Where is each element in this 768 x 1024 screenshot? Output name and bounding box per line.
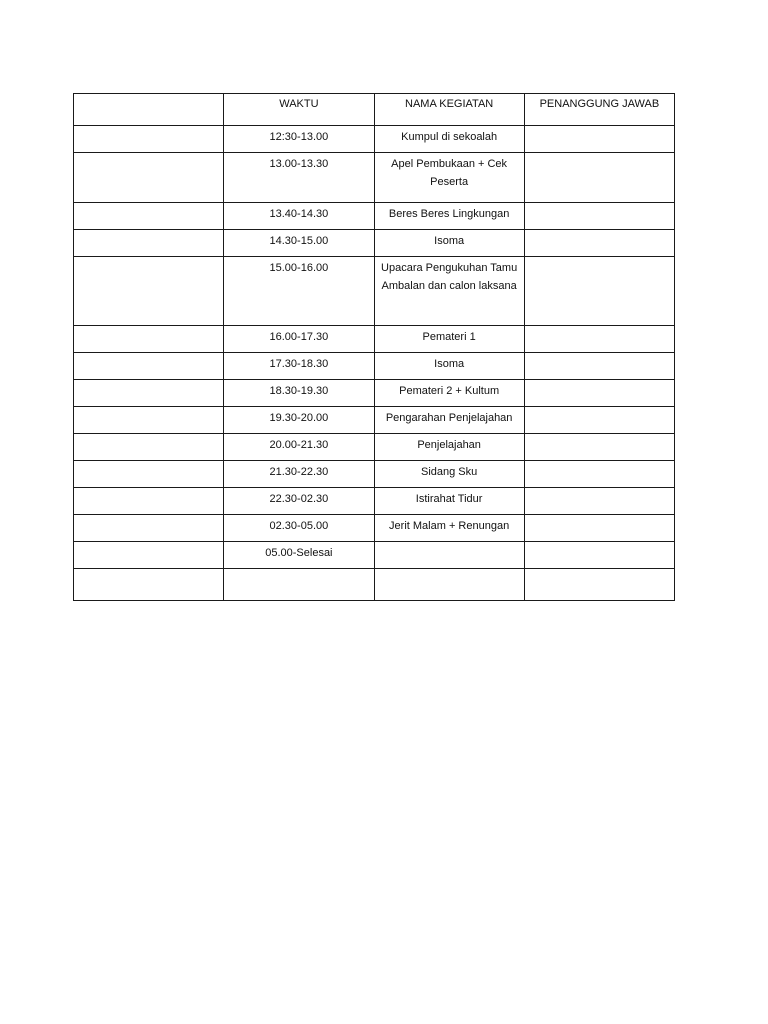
row-no-cell bbox=[74, 461, 224, 488]
kegiatan-cell: Jerit Malam + Renungan bbox=[374, 515, 524, 542]
waktu-cell: 19.30-20.00 bbox=[224, 407, 374, 434]
waktu-cell: 18.30-19.30 bbox=[224, 380, 374, 407]
row-no-cell bbox=[74, 380, 224, 407]
penanggung-jawab-cell bbox=[524, 153, 674, 203]
header-row bbox=[74, 94, 675, 126]
penanggung-jawab-cell bbox=[524, 434, 674, 461]
row-no-cell bbox=[74, 230, 224, 257]
waktu-cell: 02.30-05.00 bbox=[224, 515, 374, 542]
row-no-cell bbox=[74, 126, 224, 153]
penanggung-jawab-cell bbox=[524, 230, 674, 257]
table-header bbox=[74, 94, 675, 126]
kegiatan-cell: Pengarahan Penjelajahan bbox=[374, 407, 524, 434]
kegiatan-cell: Upacara Pengukuhan Tamu Ambalan dan calon laksana bbox=[374, 257, 524, 326]
table-row bbox=[74, 257, 675, 326]
row-no-cell bbox=[74, 153, 224, 203]
penanggung-jawab-cell bbox=[524, 407, 674, 434]
waktu-cell: 13.00-13.30 bbox=[224, 153, 374, 203]
kegiatan-cell: Beres Beres Lingkungan bbox=[374, 203, 524, 230]
row-no-cell bbox=[74, 488, 224, 515]
kegiatan-cell: Pemateri 1 bbox=[374, 326, 524, 353]
waktu-cell bbox=[224, 569, 374, 601]
row-no-cell bbox=[74, 326, 224, 353]
table-row bbox=[74, 569, 675, 601]
row-no-cell bbox=[74, 542, 224, 569]
penanggung-jawab-cell bbox=[524, 353, 674, 380]
table-row bbox=[74, 203, 675, 230]
table-row bbox=[74, 380, 675, 407]
header-penanggung-jawab: PENANGGUNG JAWAB bbox=[524, 94, 674, 126]
row-no-cell bbox=[74, 203, 224, 230]
table-body bbox=[74, 126, 675, 601]
table-row bbox=[74, 461, 675, 488]
penanggung-jawab-cell bbox=[524, 542, 674, 569]
penanggung-jawab-cell bbox=[524, 569, 674, 601]
table-row bbox=[74, 126, 675, 153]
row-no-cell bbox=[74, 434, 224, 461]
kegiatan-cell: Pemateri 2 + Kultum bbox=[374, 380, 524, 407]
schedule-table bbox=[73, 93, 675, 601]
waktu-cell: 13.40-14.30 bbox=[224, 203, 374, 230]
kegiatan-cell: Apel Pembukaan + Cek Peserta bbox=[374, 153, 524, 203]
table-row bbox=[74, 515, 675, 542]
waktu-cell: 20.00-21.30 bbox=[224, 434, 374, 461]
row-no-cell bbox=[74, 353, 224, 380]
header-waktu: WAKTU bbox=[224, 94, 374, 126]
waktu-cell: 21.30-22.30 bbox=[224, 461, 374, 488]
penanggung-jawab-cell bbox=[524, 488, 674, 515]
table-row bbox=[74, 407, 675, 434]
table-row bbox=[74, 542, 675, 569]
penanggung-jawab-cell bbox=[524, 380, 674, 407]
header-blank bbox=[74, 94, 224, 126]
waktu-cell: 17.30-18.30 bbox=[224, 353, 374, 380]
row-no-cell bbox=[74, 569, 224, 601]
kegiatan-cell: Penjelajahan bbox=[374, 434, 524, 461]
penanggung-jawab-cell bbox=[524, 461, 674, 488]
waktu-cell: 16.00-17.30 bbox=[224, 326, 374, 353]
table-row bbox=[74, 353, 675, 380]
kegiatan-cell: Sidang Sku bbox=[374, 461, 524, 488]
kegiatan-cell: Isoma bbox=[374, 353, 524, 380]
table-row bbox=[74, 326, 675, 353]
waktu-cell: 22.30-02.30 bbox=[224, 488, 374, 515]
row-no-cell bbox=[74, 515, 224, 542]
kegiatan-cell: Isoma bbox=[374, 230, 524, 257]
penanggung-jawab-cell bbox=[524, 126, 674, 153]
waktu-cell: 15.00-16.00 bbox=[224, 257, 374, 326]
waktu-cell: 05.00-Selesai bbox=[224, 542, 374, 569]
row-no-cell bbox=[74, 257, 224, 326]
kegiatan-cell bbox=[374, 569, 524, 601]
row-no-cell bbox=[74, 407, 224, 434]
waktu-cell: 14.30-15.00 bbox=[224, 230, 374, 257]
kegiatan-cell: Kumpul di sekoalah bbox=[374, 126, 524, 153]
penanggung-jawab-cell bbox=[524, 257, 674, 326]
penanggung-jawab-cell bbox=[524, 203, 674, 230]
penanggung-jawab-cell bbox=[524, 515, 674, 542]
table-row bbox=[74, 230, 675, 257]
header-nama-kegiatan: NAMA KEGIATAN bbox=[374, 94, 524, 126]
penanggung-jawab-cell bbox=[524, 326, 674, 353]
table-row bbox=[74, 434, 675, 461]
kegiatan-cell bbox=[374, 542, 524, 569]
table-row bbox=[74, 153, 675, 203]
waktu-cell: 12:30-13.00 bbox=[224, 126, 374, 153]
kegiatan-cell: Istirahat Tidur bbox=[374, 488, 524, 515]
table-row bbox=[74, 488, 675, 515]
